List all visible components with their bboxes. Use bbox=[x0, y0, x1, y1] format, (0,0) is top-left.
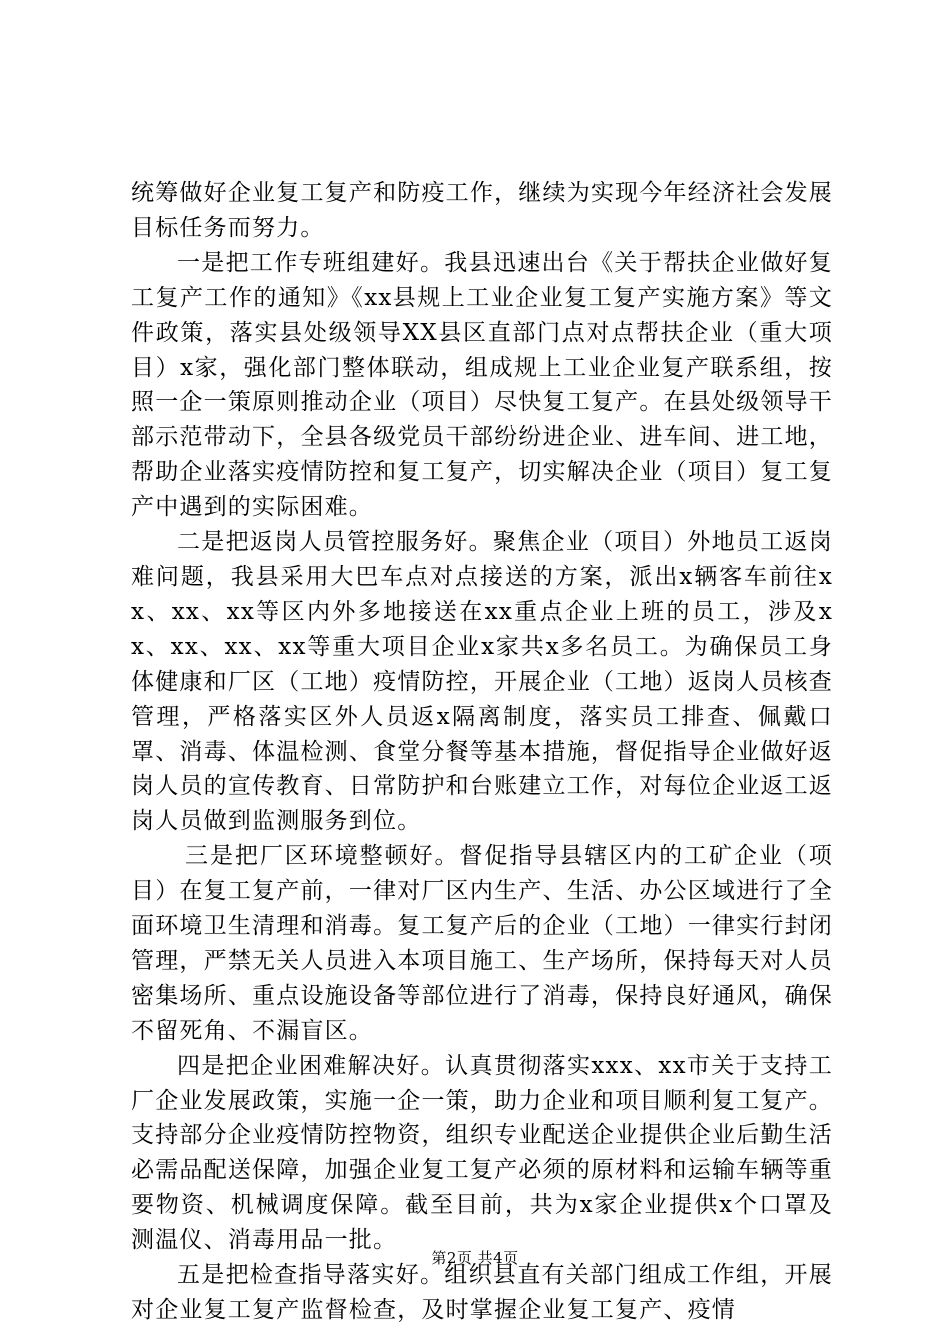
paragraph-enterprise-difficulties: 四是把企业困难解决好。认真贯彻落实xxx、xx市关于支持工厂企业发展政策，实施一企一策，助力企业和项目顺利复工复产。支持部分企业疫情防控物资，组织专业配送企业提供企业后勤生活必需品配送保障，加强企业复工复产必须的原材料和运输车辆等重要物资、机械调度保障。截至目前，共为x家企业提供x个口罩及测温仪、消毒用品一批。 bbox=[131, 1052, 833, 1254]
paragraph-returning-staff: 二是把返岗人员管控服务好。聚焦企业（项目）外地员工返岗难问题，我县采用大巴车点对点接送的方案，派出x辆客车前往xx、xx、xx等区内外多地接送在xx重点企业上班的员工，涉及xx、xx、xx、xx等重大项目企业x家共x多名员工。为确保员工身体健康和厂区（工地）疫情防控，开展企业（工地）返岗人员核查管理，严格落实区外人员返x隔离制度，落实员工排查、佩戴口罩、消毒、体温检测、食堂分餐等基本措施，督促指导企业做好返岗人员的宣传教育、日常防护和台账建立工作，对每位企业返工返岗人员做到监测服务到位。 bbox=[131, 529, 833, 835]
document-body bbox=[131, 176, 833, 1328]
paragraph-inspection-guidance: 五是把检查指导落实好。组织县直有关部门组成工作组，开展对企业复工复产监督检查，及时掌握企业复工复产、疫情 bbox=[131, 1262, 833, 1323]
paragraph-factory-environment: 三是把厂区环境整顿好。督促指导县辖区内的工矿企业（项目）在复工复产前，一律对厂区内生产、生活、办公区域进行了全面环境卫生清理和消毒。复工复产后的企业（工地）一律实行封闭管理，严禁无关人员进入本项目施工、生产场所，保持每天对人员密集场所、重点设施设备等部位进行了消毒，保持良好通风，确保不留死角、不漏盲区。 bbox=[131, 843, 833, 1044]
page-number-footer: 第2页 共4页 bbox=[431, 1249, 519, 1267]
paragraph-continuation: 统筹做好企业复工复产和防疫工作，继续为实现今年经济社会发展目标任务而努力。 bbox=[131, 180, 833, 241]
paragraph-work-team: 一是把工作专班组建好。我县迅速出台《关于帮扶企业做好复工复产工作的通知》《xx县规上工业企业复工复产实施方案》等文件政策，落实县处级领导XX县区直部门点对点帮扶企业（重大项目）x家，强化部门整体联动，组成规上工业企业复产联系组，按照一企一策原则推动企业（项目）尽快复工复产。在县处级领导干部示范带动下，全县各级党员干部纷纷进企业、进车间、进工地，帮助企业落实疫情防控和复工复产，切实解决企业（项目）复工复产中遇到的实际困难。 bbox=[131, 249, 833, 521]
